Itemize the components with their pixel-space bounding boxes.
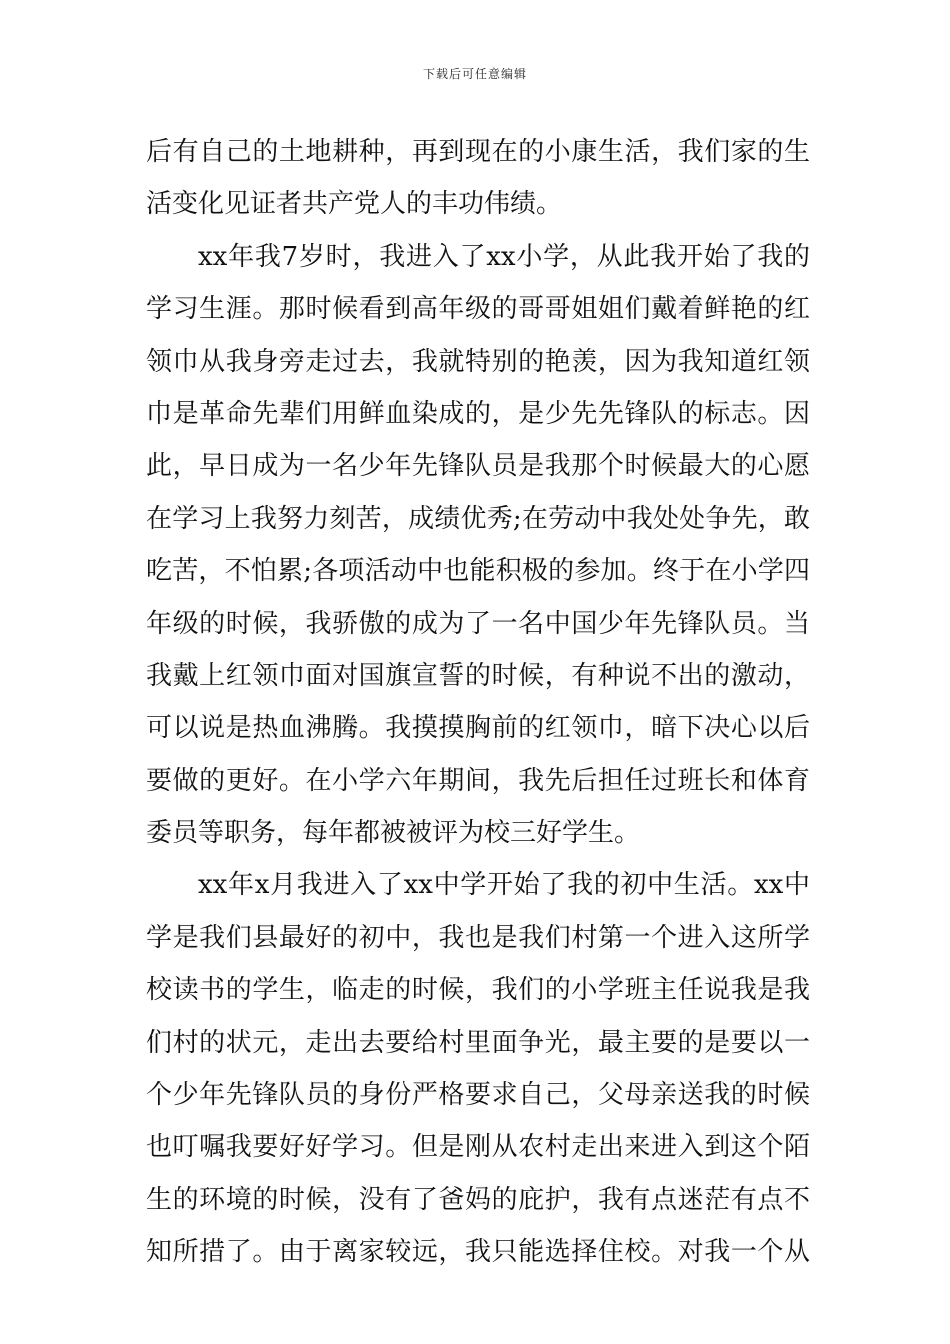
text-line: 学习生涯。那时候看到高年级的哥哥姐姐们戴着鲜艳的红 bbox=[146, 294, 810, 325]
text-line: 委员等职务，每年都被被评为校三好学生。 bbox=[146, 818, 641, 849]
document-body bbox=[146, 126, 810, 1279]
page-header-note: 下载后可任意编辑 bbox=[422, 67, 527, 81]
text-line: 年级的时候，我骄傲的成为了一名中国少年先锋队员。当 bbox=[146, 608, 810, 639]
text-line: xx年x月我进入了xx中学开始了我的初中生活。xx中 bbox=[198, 870, 810, 901]
text-line: 后有自己的土地耕种，再到现在的小康生活，我们家的生 bbox=[146, 137, 810, 167]
text-line: 生的环境的时候，没有了爸妈的庇护，我有点迷茫有点不 bbox=[146, 1184, 810, 1215]
text-line: 活变化见证者共产党人的丰功伟绩。 bbox=[146, 189, 563, 220]
text-line: 要做的更好。在小学六年期间，我先后担任过班长和体育 bbox=[146, 765, 810, 796]
text-line: 们村的状元，走出去要给村里面争光，最主要的是要以一 bbox=[146, 1027, 810, 1058]
text-line: 学是我们县最好的初中，我也是我们村第一个进入这所学 bbox=[146, 922, 810, 953]
text-line: 知所措了。由于离家较远，我只能选择住校。对我一个从 bbox=[146, 1237, 810, 1268]
text-line: 个少年先锋队员的身份严格要求自己，父母亲送我的时候 bbox=[146, 1080, 810, 1111]
text-line: 校读书的学生，临走的时候，我们的小学班主任说我是我 bbox=[146, 975, 810, 1006]
text-line: 此，早日成为一名少年先锋队员是我那个时候最大的心愿 bbox=[146, 451, 810, 482]
text-line: 巾是革命先辈们用鲜血染成的，是少先先锋队的标志。因 bbox=[146, 398, 810, 429]
text-line: xx年我7岁时，我进入了xx小学，从此我开始了我的 bbox=[198, 241, 810, 272]
text-line: 可以说是热血沸腾。我摸摸胸前的红领巾，暗下决心以后 bbox=[146, 713, 810, 744]
text-line: 在学习上我努力刻苦，成绩优秀;在劳动中我处处争先，敢 bbox=[146, 503, 810, 534]
text-line: 也叮嘱我要好好学习。但是刚从农村走出来进入到这个陌 bbox=[146, 1132, 810, 1163]
text-line: 我戴上红领巾面对国旗宣誓的时候，有种说不出的激动， bbox=[146, 660, 810, 691]
text-line: 领巾从我身旁走过去，我就特别的艳羡，因为我知道红领 bbox=[146, 346, 810, 377]
text-line: 吃苦，不怕累;各项活动中也能积极的参加。终于在小学四 bbox=[146, 556, 810, 587]
